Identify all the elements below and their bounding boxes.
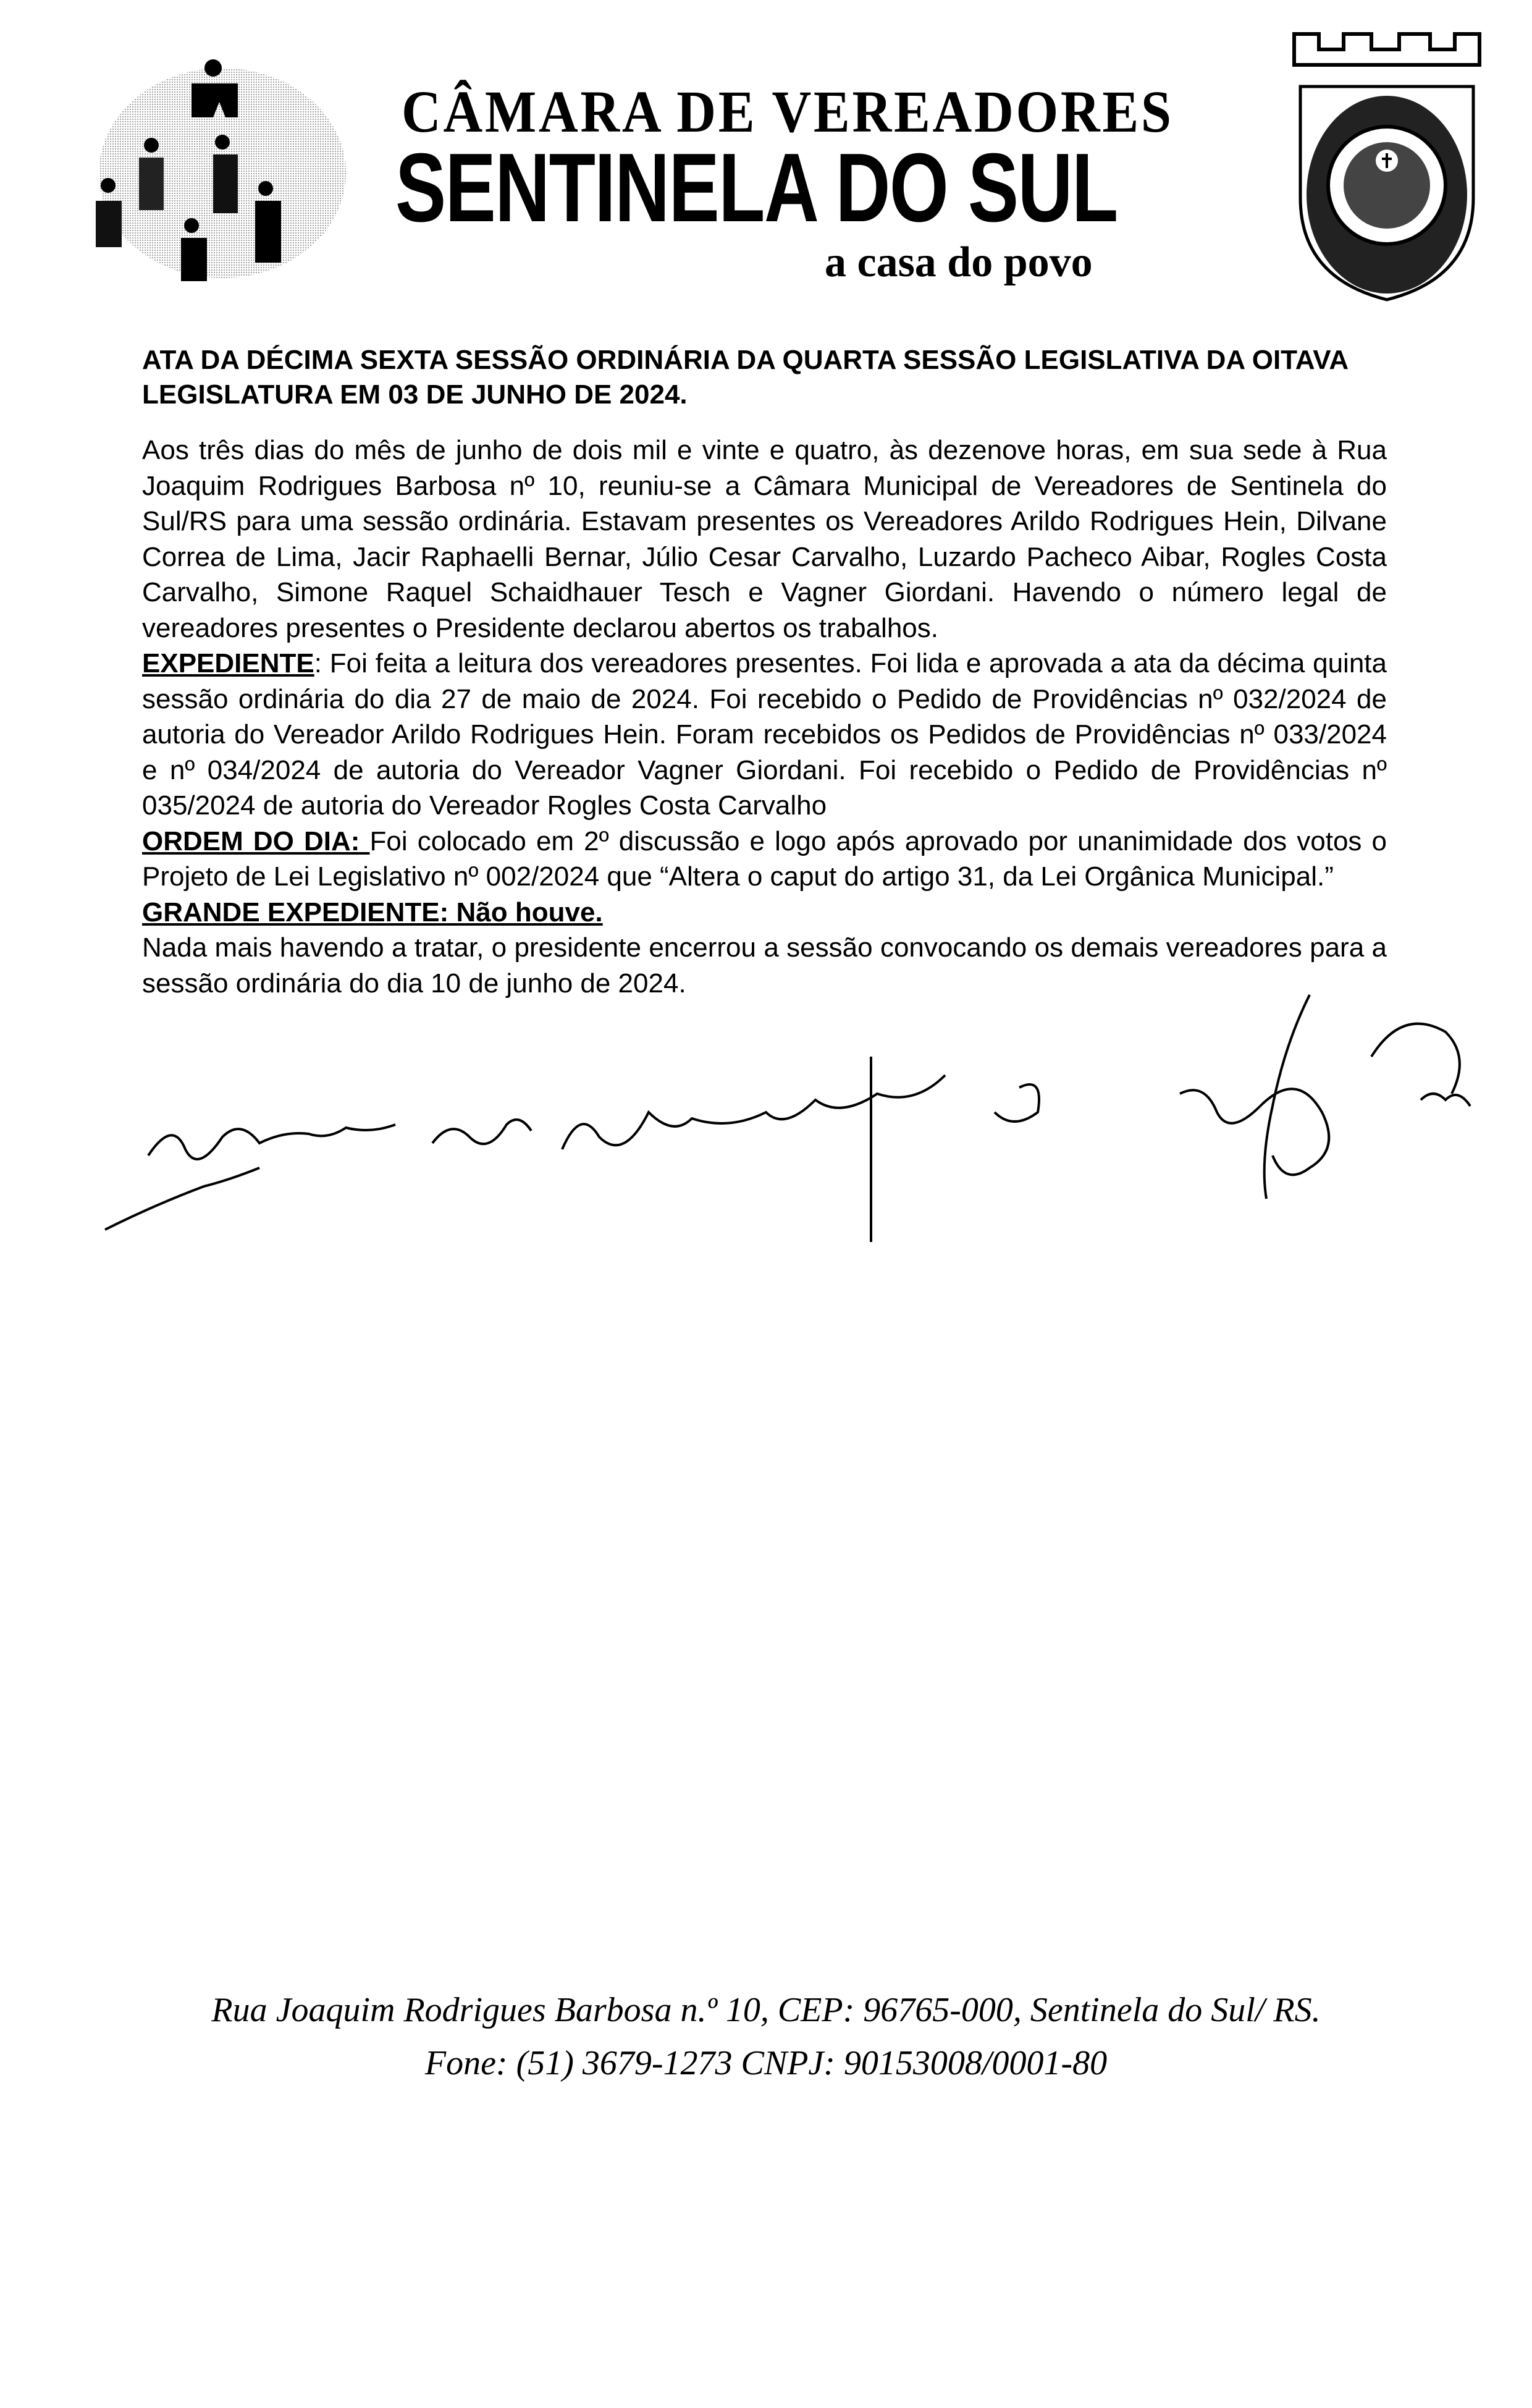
ordem-text: Foi colocado em 2º discussão e logo após aprovado por unanimidade dos votos o Projeto de Lei Legislativo nº 002/2024 que “Altera o caput do artigo 31, da Lei Orgânica Municipal.” [142,826,1387,892]
municipal-coat-of-arms [1282,28,1495,306]
closing-paragraph: Nada mais havendo a tratar, o presidente encerrou a sessão convocando os demais vereadores para a sessão ordinária do dia 10 de junho de 2024. [142,932,1387,999]
header-line1: CÂMARA DE VEREADORES [402,78,1174,145]
header-line2: SENTINELA DO SUL [395,133,1117,242]
ordem-label: ORDEM DO DIA: [142,826,370,856]
expediente-label: EXPEDIENTE [142,648,314,678]
expediente-paragraph [142,646,1387,824]
footer-address: Rua Joaquim Rodrigues Barbosa n.º 10, CEP: 96765-000, Sentinela do Sul/ RS. [211,1991,1321,2029]
grande-expediente [142,895,1387,931]
document-title: ATA DA DÉCIMA SEXTA SESSÃO ORDINÁRIA DA QUARTA SESSÃO LEGISLATIVA DA OITAVA LEGISLATURA EM 03 DE JUNHO DE 2024. [142,345,1348,410]
camara-logo-people [80,49,377,297]
footer [0,1983,1532,2090]
ordem-paragraph [142,824,1387,895]
expediente-text: : Foi feita a leitura dos vereadores presentes. Foi lida e aprovada a ata da décima quinta sessão ordinária do dia 27 de maio de 2024. Foi recebido o Pedido de Providências nº 032/2024 de autoria do Vereador Arildo Rodrigues Hein. Foram recebidos os Pedidos de Providências nº 033/2024 e nº 034/2024 de autoria do Vereador Vagner Giordani. Foi recebido o Pedido de Providências nº 035/2024 de autoria do Vereador Rogles Costa Carvalho [142,648,1387,821]
document-body [142,433,1387,1001]
grande-label: GRANDE EXPEDIENTE: Não houve. [142,897,603,927]
header-slogan: a casa do povo [825,239,1093,286]
footer-contact: Fone: (51) 3679-1273 CNPJ: 90153008/0001-80 [424,2044,1108,2082]
signatures [93,982,1513,1242]
intro-paragraph: Aos três dias do mês de junho de dois mil e vinte e quatro, às dezenove horas, em sua sede à Rua Joaquim Rodrigues Barbosa nº 10, reuniu-se a Câmara Municipal de Vereadores de Sentinela do Sul/RS para uma sessão ordinária. Estavam presentes os Vereadores Arildo Rodrigues Hein, Dilvane Correa de Lima, Jacir Raphaelli Bernar, Júlio Cesar Carvalho, Luzardo Pacheco Aibar, Rogles Costa Carvalho, Simone Raquel Schaidhauer Tesch e Vagner Giordani. Havendo o número legal de vereadores presentes o Presidente declarou abertos os trabalhos. [142,435,1387,643]
